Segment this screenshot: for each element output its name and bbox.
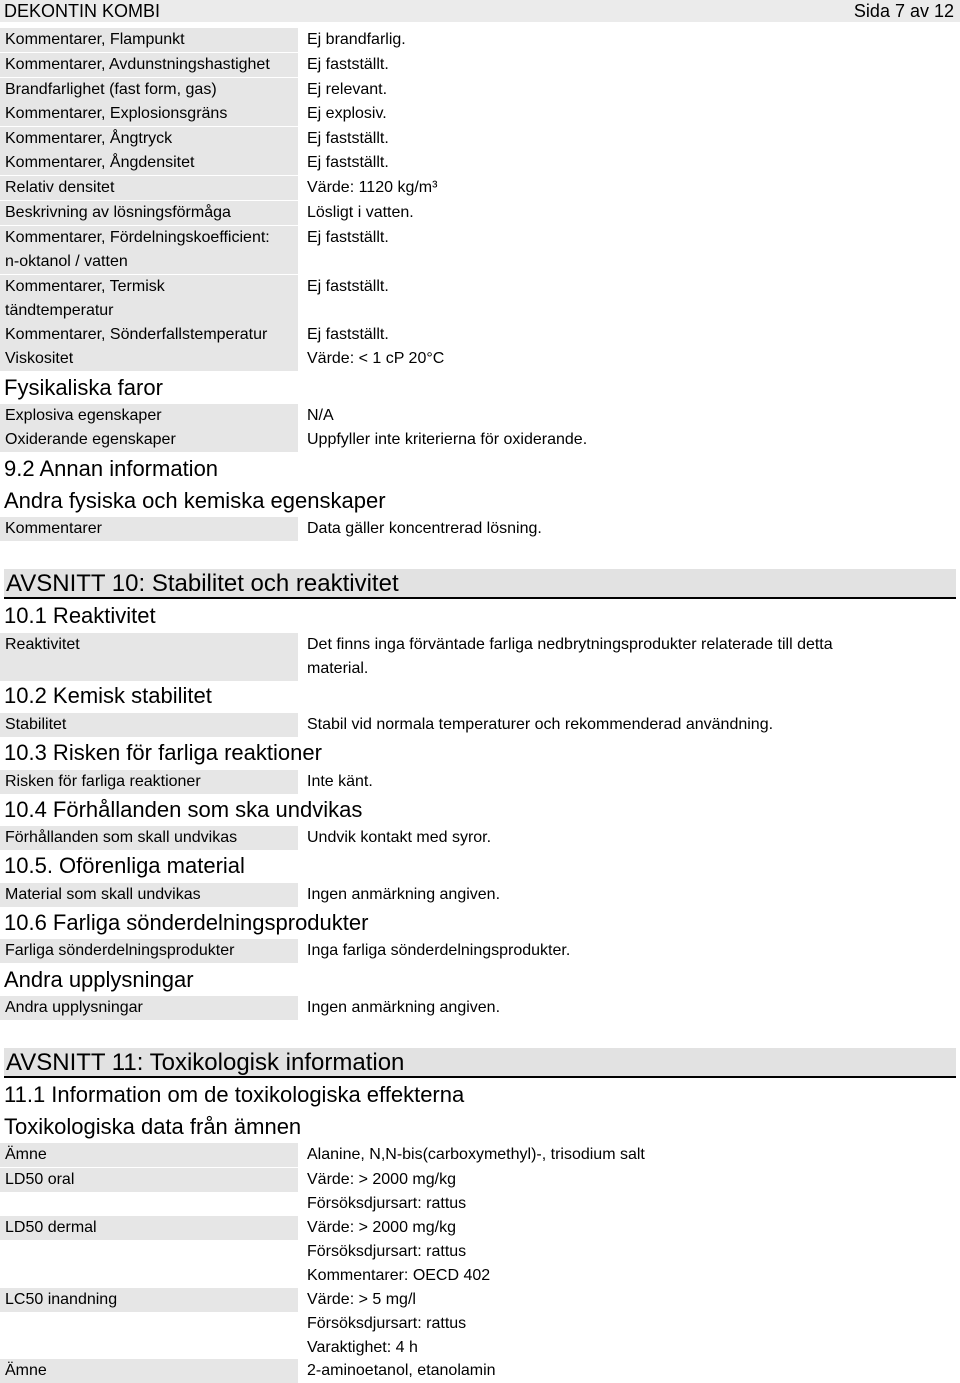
property-value: Värde: 1120 kg/m³ [307,179,438,196]
tox-value [307,1143,957,1167]
property-label-line: n-oktanol / vatten [5,253,128,270]
property-label: Reaktivitet [0,633,298,681]
other-properties-subheading: Andra fysiska och kemiska egenskaper [4,488,386,513]
subsection-heading: 10.5. Oförenliga material [4,853,245,878]
property-label: Kommentarer, Ångtryck [0,127,298,151]
property-value: N/A [307,407,334,424]
property-value: Ingen anmärkning angiven. [307,999,501,1016]
property-value: Ej fastställt. [307,154,389,171]
subsection-heading: 10.1 Reaktivitet [4,603,156,628]
property-value: Ej fastställt. [307,229,389,246]
property-value: Inga farliga sönderdelningsprodukter. [307,942,571,959]
property-value: Ej relevant. [307,81,388,98]
property-label: Kommentarer, Ångdensitet [0,151,298,175]
property-label: Kommentarer, Flampunkt [0,28,298,52]
property-label: Material som skall undvikas [0,883,298,907]
tox-value-line: Värde: > 2000 mg/kg [307,1219,456,1236]
tox-value-line: Försöksdjursart: rattus [307,1195,467,1212]
property-label: Kommentarer, Sönderfallstemperatur [0,323,298,347]
tox-label: Ämne [0,1359,298,1383]
property-value: Uppfyller inte kriterierna för oxiderande. [307,431,588,448]
product-title: DEKONTIN KOMBI [4,1,161,21]
property-label-line: Kommentarer, Fördelningskoefficient: [5,229,270,246]
property-value: Inte känt. [307,773,373,790]
property-label: Kommentarer [0,517,298,541]
property-label: Andra upplysningar [0,996,298,1020]
property-value-line: Det finns inga förväntade farliga nedbrytningsprodukter relaterade till detta [307,636,833,653]
property-value: Ej brandfarlig. [307,31,406,48]
property-value: Värde: < 1 cP 20°C [307,350,445,367]
property-label: Kommentarer, Explosionsgräns [0,102,298,126]
property-value: Ej fastställt. [307,56,389,73]
tox-label: LC50 inandning [0,1288,298,1312]
subsection-heading: Andra upplysningar [4,967,194,992]
tox-label: Ämne [0,1143,298,1167]
property-value: Stabil vid normala temperaturer och rekommenderad användning. [307,716,774,733]
tox-value [307,1359,957,1383]
physical-hazards-heading: Fysikaliska faror [4,375,163,400]
tox-value-line: Alanine, N,N-bis(carboxymethyl)-, trisodium salt [307,1146,645,1163]
page-header [0,0,960,22]
section-10-title: AVSNITT 10: Stabilitet och reaktivitet [4,569,956,599]
property-label [0,226,298,274]
tox-value-line: Försöksdjursart: rattus [307,1243,467,1260]
property-label: Oxiderande egenskaper [0,428,298,452]
property-value: Ingen anmärkning angiven. [307,886,501,903]
property-label: Relativ densitet [0,176,298,200]
property-value-line: material. [307,660,369,677]
tox-value [307,1216,957,1288]
tox-label: LD50 oral [0,1168,298,1192]
property-label: Farliga sönderdelningsprodukter [0,939,298,963]
property-label-line: tändtemperatur [5,302,114,319]
property-value: Ej fastställt. [307,278,389,295]
property-value: Ej fastställt. [307,130,389,147]
property-label: Risken för farliga reaktioner [0,770,298,794]
tox-value-line: Kommentarer: OECD 402 [307,1267,491,1284]
property-label: Explosiva egenskaper [0,404,298,428]
tox-label: LD50 dermal [0,1216,298,1240]
tox-value-line: Värde: > 5 mg/l [307,1291,416,1308]
page-number: Sida 7 av 12 [853,1,954,21]
subsection-heading: 11.1 Information om de toxikologiska effekterna [4,1082,465,1107]
property-label [0,275,298,323]
property-value: Ej explosiv. [307,105,387,122]
other-info-heading: 9.2 Annan information [4,456,219,481]
subsection-heading: 10.2 Kemisk stabilitet [4,683,212,708]
subsection-heading: 10.3 Risken för farliga reaktioner [4,740,322,765]
tox-value [307,1288,957,1360]
property-label-line: Kommentarer, Termisk [5,278,165,295]
tox-value-line: Varaktighet: 4 h [307,1339,418,1356]
section-11-title: AVSNITT 11: Toxikologisk information [4,1048,956,1078]
tox-value [307,1168,957,1216]
tox-value-line: Försöksdjursart: rattus [307,1315,467,1332]
property-value: Data gäller koncentrerad lösning. [307,520,542,537]
property-value: Lösligt i vatten. [307,204,414,221]
property-label: Kommentarer, Avdunstningshastighet [0,53,298,77]
property-label: Viskositet [0,347,298,371]
property-value: Undvik kontakt med syror. [307,829,492,846]
tox-value-line: Värde: > 2000 mg/kg [307,1171,456,1188]
tox-value-line: 2-aminoetanol, etanolamin [307,1362,496,1379]
property-label: Stabilitet [0,713,298,737]
property-label: Beskrivning av lösningsförmåga [0,201,298,225]
property-value [307,633,957,681]
subsection-heading: 10.4 Förhållanden som ska undvikas [4,797,363,822]
subsection-heading: Toxikologiska data från ämnen [4,1114,302,1139]
property-label: Brandfarlighet (fast form, gas) [0,78,298,102]
property-value: Ej fastställt. [307,326,389,343]
property-label: Förhållanden som skall undvikas [0,826,298,850]
subsection-heading: 10.6 Farliga sönderdelningsprodukter [4,910,369,935]
